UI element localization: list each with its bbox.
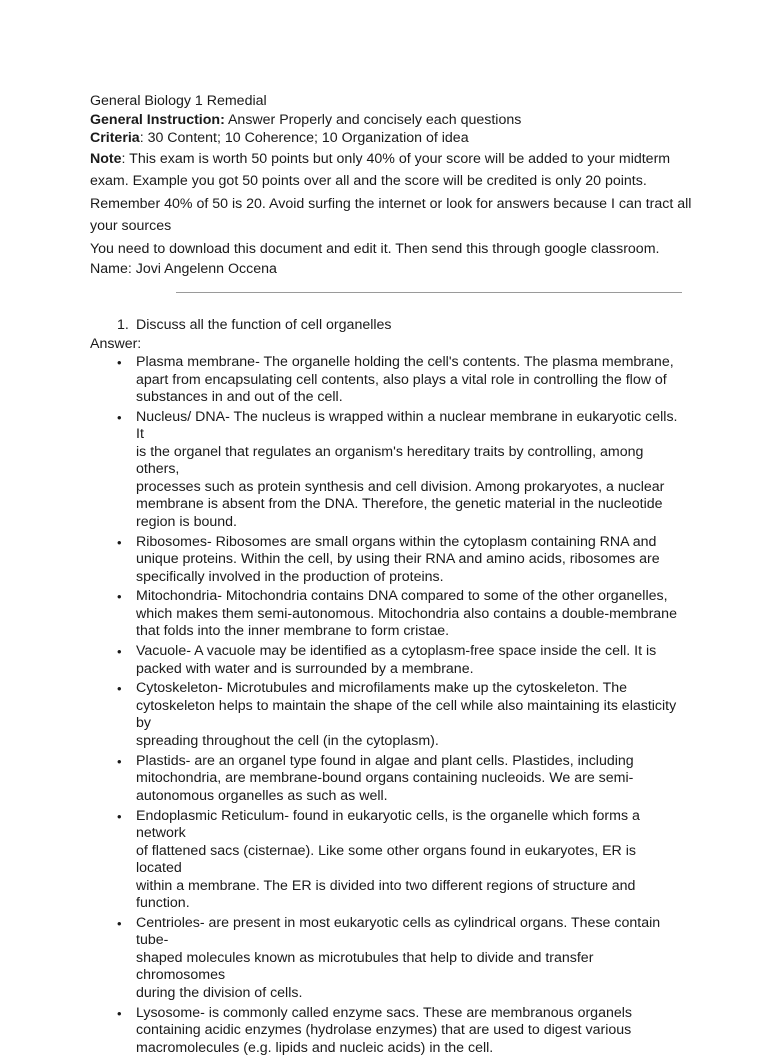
answer-line: apart from encapsulating cell contents, also plays a vital role in controlling the flow of	[136, 371, 667, 388]
document-header	[90, 92, 690, 279]
answer-line: spreading throughout the cell (in the cytoplasm).	[136, 732, 439, 749]
general-instruction	[90, 111, 690, 130]
answer-line: Cytoskeleton- Microtubules and microfilaments make up the cytoskeleton. The	[136, 680, 628, 697]
answer-bullet-item	[117, 409, 682, 532]
bullet-marker: •	[117, 808, 122, 824]
note-text-1: : This exam is worth 50 points but only 40% of your score will be added to your midterm	[121, 150, 671, 167]
question-1	[117, 316, 392, 334]
note-line-4: your sources	[90, 218, 172, 234]
answer-label: Answer:	[90, 336, 142, 352]
bullet-marker: •	[117, 681, 122, 697]
bullet-marker: •	[117, 534, 122, 550]
answer-bullet-item	[117, 534, 682, 587]
answer-line: which makes them semi-autonomous. Mitochondria also contains a double-membrane	[136, 605, 677, 622]
criteria-label: Criteria	[90, 130, 140, 146]
bullet-marker: •	[117, 589, 122, 605]
answer-bullet-list	[117, 354, 682, 1059]
general-instruction-label: General Instruction:	[90, 111, 225, 128]
general-instruction-text: Answer Properly and concisely each questions	[224, 111, 522, 128]
answer-line: during the division of cells.	[136, 984, 303, 1001]
answer-line: specifically involved in the production of proteins.	[136, 568, 444, 585]
note-label: Note	[90, 150, 122, 167]
note-line-1	[90, 148, 690, 171]
answer-line: Nucleus/ DNA- The nucleus is wrapped within a nuclear membrane in eukaryotic cells. It	[136, 408, 678, 443]
criteria-text: : 30 Content; 10 Coherence; 10 Organization of idea	[139, 130, 469, 146]
bullet-marker: •	[117, 409, 122, 425]
answer-bullet-item	[117, 1005, 682, 1058]
answer-line: Centrioles- are present in most eukaryotic cells as cylindrical organs. These contain tube-	[136, 914, 661, 949]
answer-line: Plasma membrane- The organelle holding the cell's contents. The plasma membrane,	[136, 354, 674, 370]
answer-line: Lysosome- is commonly called enzyme sacs. These are membranous organels	[136, 1004, 632, 1021]
answer-line: macromolecules (e.g. lipids and nucleic acids) in the cell.	[136, 1039, 494, 1056]
answer-line: Plastids- are an organel type found in algae and plant cells. Plastides, including	[136, 752, 634, 769]
question-text: Discuss all the function of cell organelles	[136, 317, 392, 333]
horizontal-divider	[176, 292, 682, 293]
answer-line: containing acidic enzymes (hydrolase enzymes) that are used to digest various	[136, 1022, 632, 1039]
answer-line: Mitochondria- Mitochondria contains DNA compared to some of the other organelles,	[136, 588, 668, 605]
bullet-marker: •	[117, 355, 122, 370]
bullet-marker: •	[117, 915, 122, 931]
question-number: 1.	[117, 317, 129, 333]
answer-line: shaped molecules known as microtubules that help to divide and transfer chromosomes	[136, 949, 594, 984]
download-instruction: You need to download this document and edit it. Then send this through google classroom.	[90, 240, 660, 257]
answer-line: Endoplasmic Reticulum- found in eukaryotic cells, is the organelle which forms a network	[136, 807, 640, 842]
answer-bullet-item	[117, 680, 682, 750]
note-line-3: Remember 40% of 50 is 20. Avoid surfing the internet or look for answers because I can tract all	[90, 195, 692, 212]
answer-bullet-item	[117, 915, 682, 1003]
bullet-marker: •	[117, 644, 122, 660]
answer-bullet-item	[117, 753, 682, 806]
answer-bullet-item	[117, 354, 682, 407]
document-title: General Biology 1 Remedial	[90, 93, 267, 109]
student-name: Name: Jovi Angelenn Occena	[90, 261, 277, 277]
bullet-marker: •	[117, 753, 122, 769]
answer-line: cytoskeleton helps to maintain the shape of the cell while also maintaining its elasticity by	[136, 697, 677, 732]
answer-line: processes such as protein synthesis and cell division. Among prokaryotes, a nuclear	[136, 478, 665, 495]
answer-line: that folds into the inner membrane to form cristae.	[136, 623, 450, 640]
answer-bullet-item	[117, 643, 682, 678]
answer-line: Vacuole- A vacuole may be identified as a cytoplasm-free space inside the cell. It is	[136, 643, 657, 660]
answer-bullet-item	[117, 808, 682, 913]
note-line-2: exam. Example you got 50 points over all and the score will be credited is only 20 points.	[90, 173, 647, 189]
answer-line: substances in and out of the cell.	[136, 389, 343, 405]
answer-line: autonomous organelles as such as well.	[136, 787, 388, 804]
answer-line: within a membrane. The ER is divided into two different regions of structure and function.	[136, 877, 636, 912]
answer-line: region is bound.	[136, 513, 237, 530]
answer-line: is the organel that regulates an organism's hereditary traits by controlling, among others,	[136, 443, 644, 478]
answer-line: unique proteins. Within the cell, by using their RNA and amino acids, ribosomes are	[136, 551, 660, 568]
answer-line: membrane is absent from the DNA. Therefore, the genetic material in the nucleotide	[136, 496, 663, 513]
bullet-marker: •	[117, 1005, 122, 1021]
answer-line: Ribosomes- Ribosomes are small organs within the cytoplasm containing RNA and	[136, 533, 657, 550]
answer-bullet-item	[117, 588, 682, 641]
answer-line: of flattened sacs (cisternae). Like some other organs found in eukaryotes, ER is located	[136, 842, 636, 877]
criteria	[90, 129, 690, 148]
answer-line: mitochondria, are membrane-bound organs containing nucleoids. We are semi-	[136, 770, 634, 787]
answer-line: packed with water and is surrounded by a membrane.	[136, 660, 474, 677]
